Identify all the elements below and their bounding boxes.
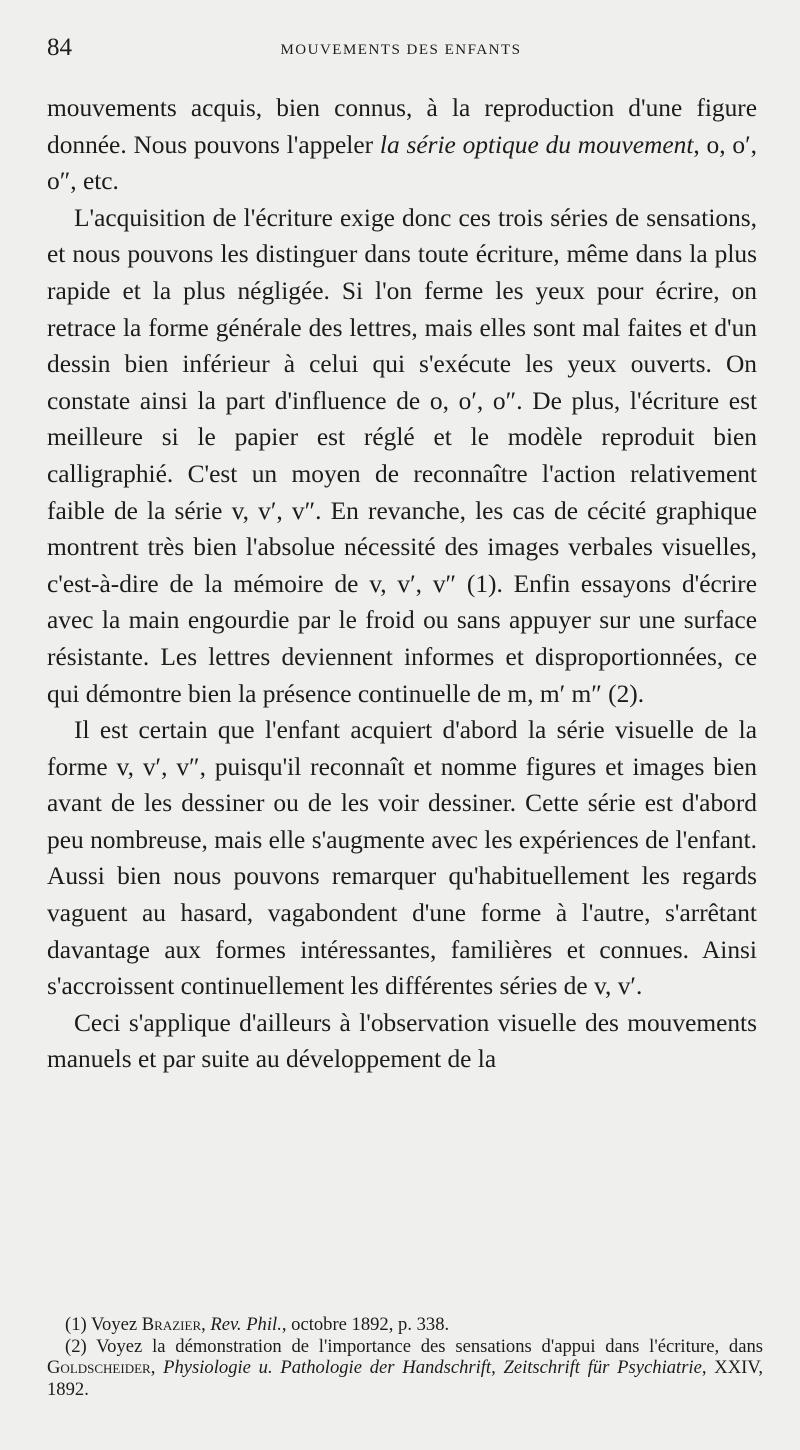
page-number: 84: [47, 34, 72, 61]
paragraph-4: Ceci s'applique d'ailleurs à l'observation visuelle des mouvements manuels et par suite au développement de la: [47, 1008, 757, 1074]
footnote-1-text-after: , octobre 1892, p. 338.: [281, 1314, 450, 1335]
footnote-2-sep: ,: [150, 1357, 164, 1378]
footnotes: [47, 1314, 763, 1400]
footnote-1-sep: ,: [201, 1314, 211, 1335]
running-title: MOUVEMENTS DES ENFANTS: [280, 42, 522, 58]
paragraph-1-italic: la série optique du mouvement: [379, 130, 694, 159]
body-text: [47, 90, 757, 1078]
footnote-1-text-before: Voyez: [86, 1314, 142, 1335]
paragraph-1-text: mouvements acquis, bien connus, à la reproduction d'une figure donnée. Nous pouvons l'appeler: [47, 94, 757, 159]
page-header: [47, 34, 755, 64]
footnote-2: [47, 1336, 763, 1401]
footnote-1-author: Brazier: [141, 1314, 202, 1335]
footnote-2-work: Physiologie u. Pathologie der Handschrift, Zeitschrift für Psychiatrie: [163, 1357, 702, 1378]
paragraph-3: Il est certain que l'enfant acquiert d'abord la série visuelle de la forme v, v′, v″, puisqu'il reconnaît et nomme figures et images bien avant de les dessiner ou de les voir dessiner. Cette série est d'abord peu nombreuse, mais elle s'augmente avec les expériences de l'enfant. Aussi bien nous pouvons remarquer qu'habituellement les regards vaguent au hasard, vagabondent d'une forme à l'autre, s'arrêtant davantage aux formes intéressantes, familières et connues. Ainsi s'accroissent continuellement les différentes séries de v, v′.: [47, 716, 757, 1001]
paragraph-1: [47, 90, 757, 200]
footnote-2-text-after: , XXIV, 1892.: [47, 1357, 763, 1400]
footnote-2-mark: (2): [65, 1335, 87, 1357]
footnote-1: [47, 1314, 763, 1336]
footnote-2-author: Goldscheider: [47, 1357, 151, 1378]
paragraph-1-tail: , o, o′, o″, etc.: [47, 130, 757, 196]
footnote-1-mark: (1): [65, 1314, 87, 1335]
paragraph-2: L'acquisition de l'écriture exige donc ces trois séries de sensations, et nous pouvons les distinguer dans toute écriture, même dans la plus rapide et la plus négligée. Si l'on ferme les yeux pour écrire, on retrace la forme générale des lettres, mais elles sont mal faites et d'un dessin bien inférieur à celui qui s'exécute les yeux ouverts. On constate ainsi la part d'influence de o, o′, o″. De plus, l'écriture est meilleure si le papier est réglé et le modèle reproduit bien calligraphié. C'est un moyen de reconnaître l'action relativement faible de la série v, v′, v″. En revanche, les cas de cécité graphique montrent très bien l'absolue nécessité des images verbales visuelles, c'est-à-dire de la mémoire de v, v′, v″ (1). Enfin essayons d'écrire avec la main engourdie par le froid ou sans appuyer sur une surface résistante. Les lettres deviennent informes et disproportionnées, ce qui démontre bien la présence continuelle de m, m′ m″ (2).: [47, 203, 757, 708]
footnote-2-text-before: Voyez la démonstration de l'importance des sensations d'appui dans l'écriture, dans: [86, 1335, 763, 1357]
footnote-1-journal: Rev. Phil.: [210, 1314, 282, 1335]
